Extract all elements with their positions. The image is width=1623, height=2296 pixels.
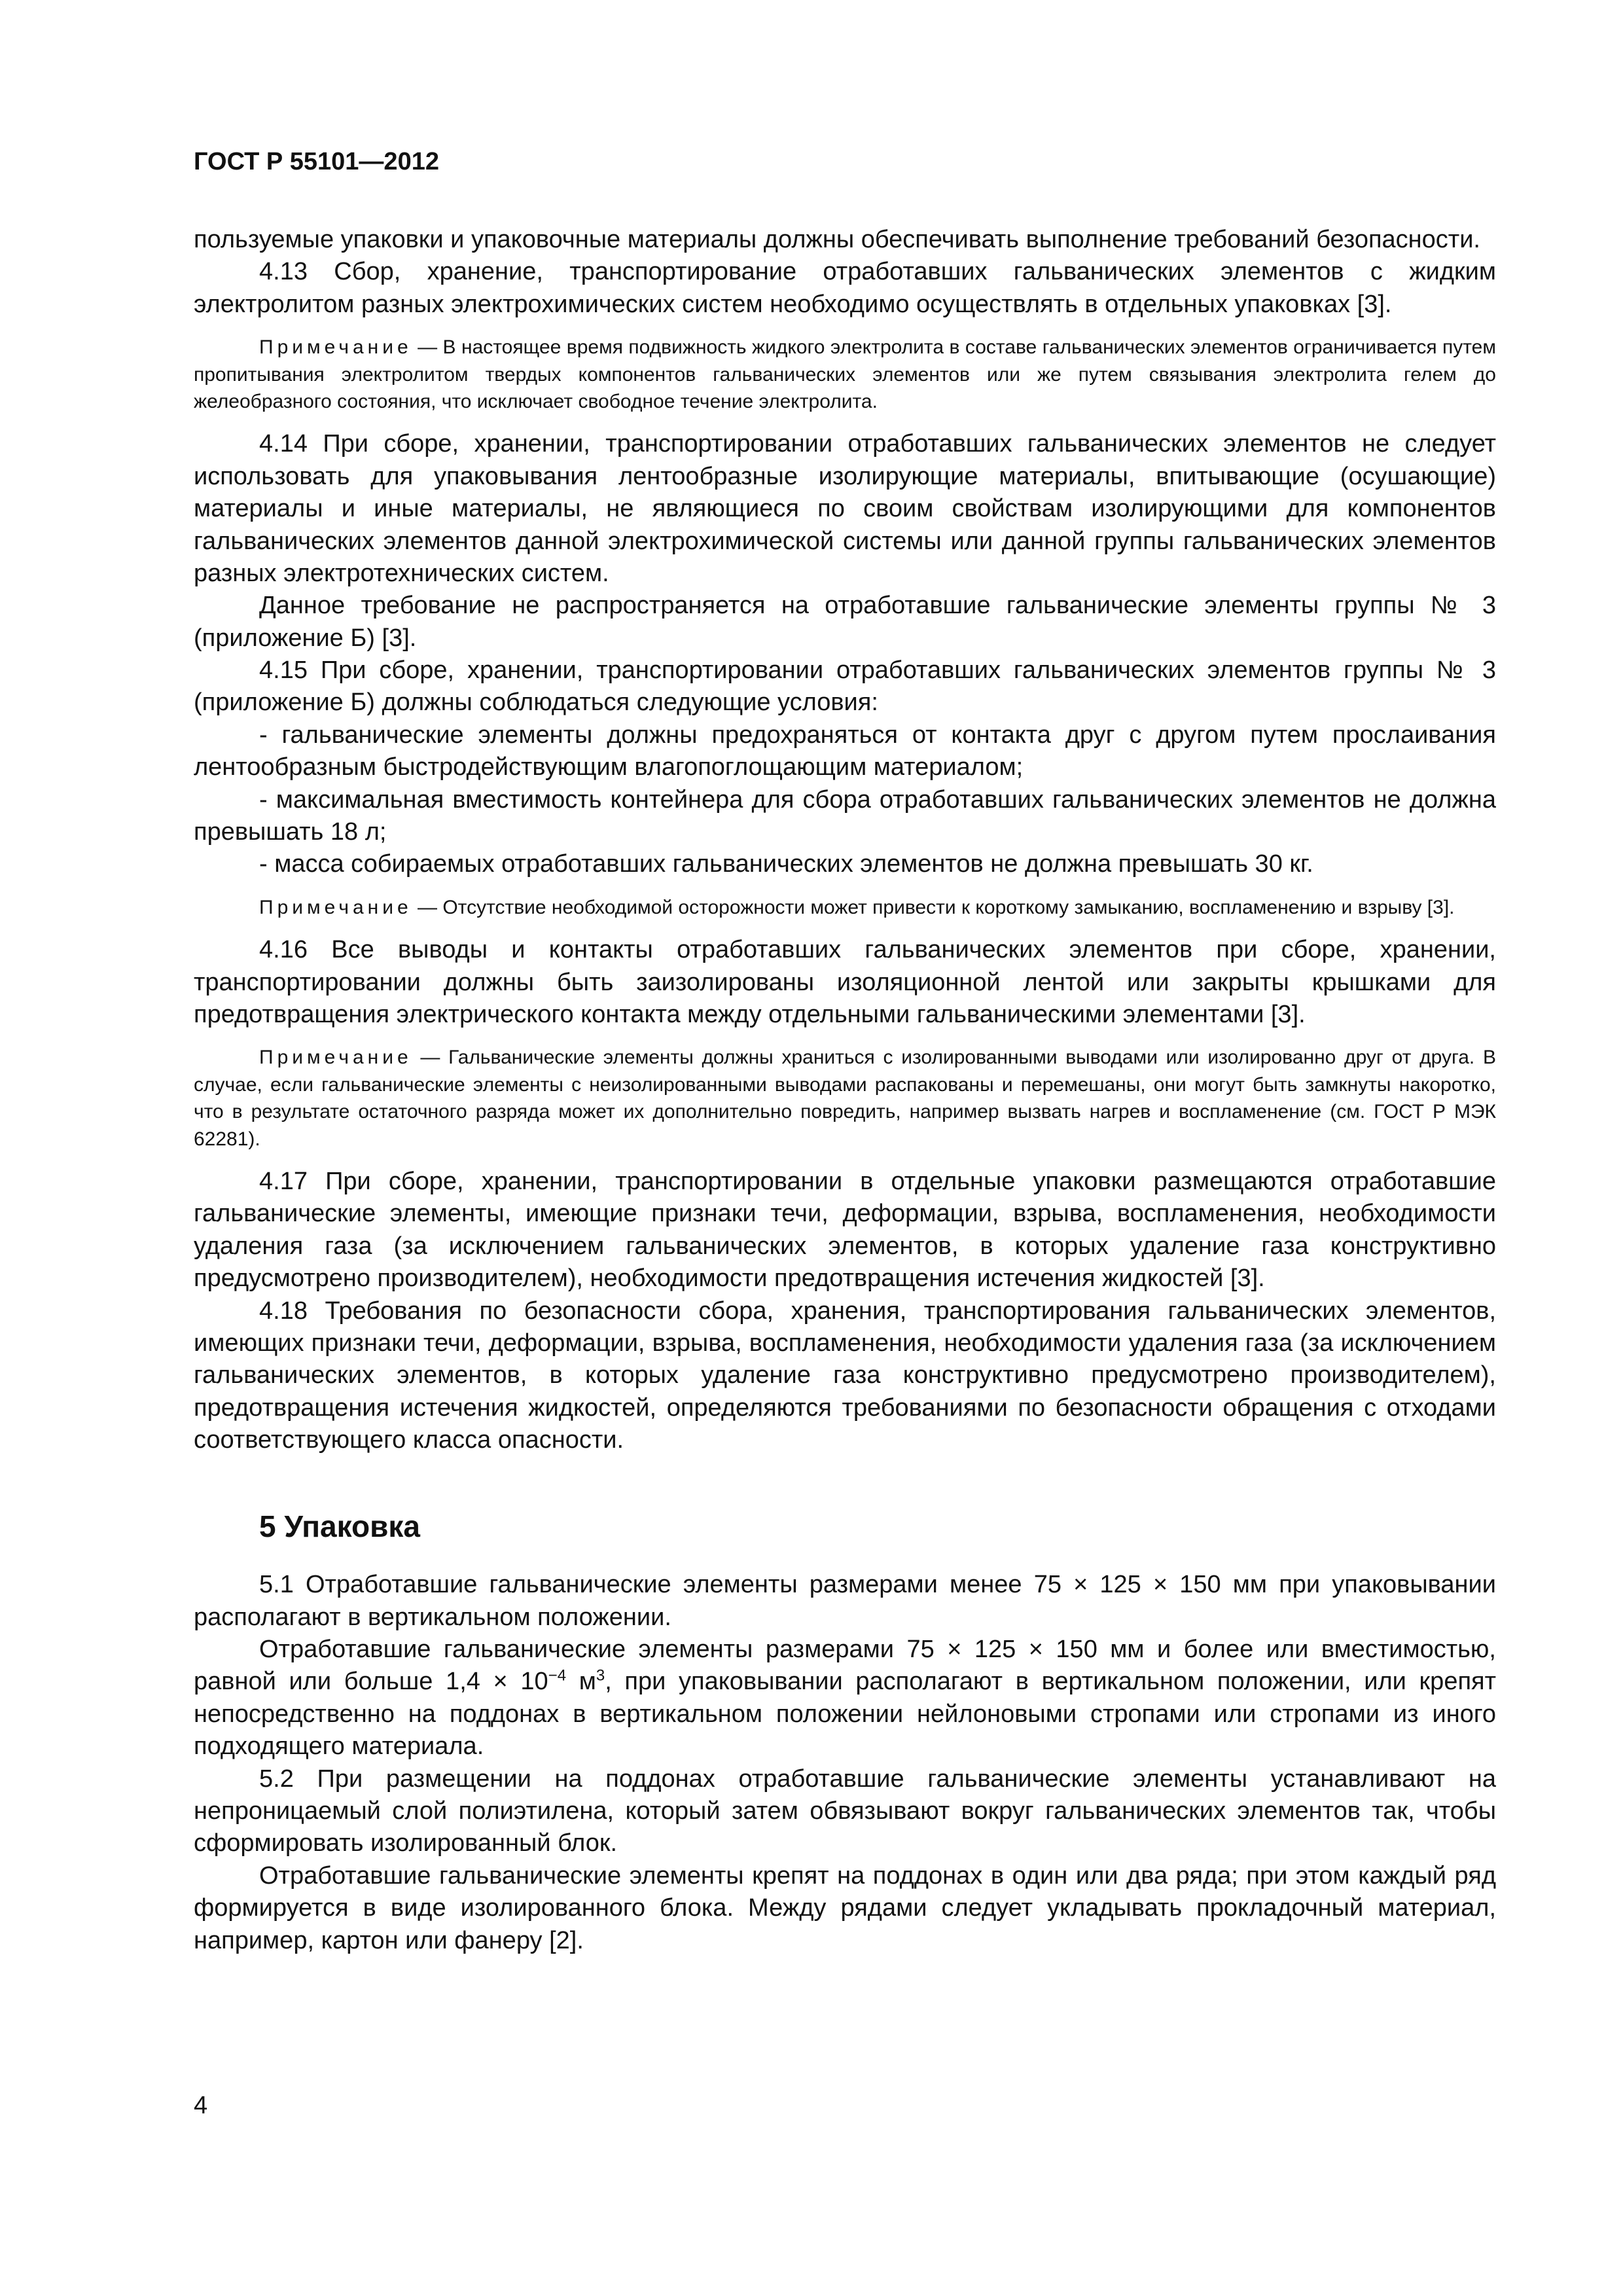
paragraph-4-14: 4.14 При сборе, хранении, транспортировании отработавших гальванических элементов не следует использовать для упаковывания лентообразные изолирующие материалы, впитывающие (осушающие) материалы и иные материалы, не являющиеся по своим свойствам изолирующими для компонентов гальванических элементов данной электрохимической системы или данной группы гальванических элементов разных электротехнических систем.: [194, 430, 1496, 587]
note-3-label: Примечание: [259, 1047, 412, 1069]
list-item: - гальванические элементы должны предохраняться от контакта друг с другом путем прослаивания лентообразным быстродействующим влагопоглощающим материалом;: [194, 721, 1496, 781]
p51b-exponent: −4: [548, 1666, 567, 1685]
paragraph-4-18: 4.18 Требования по безопасности сбора, хранения, транспортирования гальванических элементов, имеющих признаки течи, деформации, взрыва, воспламенения, необходимости удаления газа (за исключением гальванических элементов, в которых удаление газа конструктивно предусмотрено производителем), предотвращения истечения жидкостей, определяются требованиями по безопасности обращения с отходами соответствующего класса опасности.: [194, 1297, 1496, 1454]
paragraph-5-1-b: [194, 1634, 1496, 1763]
p51b-exponent-2: 3: [596, 1666, 605, 1685]
paragraph-4-14-b: Данное требование не распространяется на отработавшие гальванические элементы группы № 3 (приложение Б) [3].: [194, 592, 1496, 652]
paragraph-4-15: 4.15 При сборе, хранении, транспортировании отработавших гальванических элементов группы № 3 (приложение Б) должны соблюдаться следующие условия:: [194, 656, 1496, 717]
note-1-text: — В настоящее время подвижность жидкого электролита в составе гальванических элементов ограничивается путем пропитывания электролитом твердых компонентов гальванических элементов или же путем связывания электролита гелем до желеобразного состояния, что исключает свободное течение электролита.: [194, 336, 1496, 412]
note-2-text: — Отсутствие необходимой осторожности может привести к короткому замыканию, воспламенению и взрыву [3].: [412, 896, 1455, 918]
paragraph-4-16: 4.16 Все выводы и контакты отработавших гальванических элементов при сборе, хранении, транспортировании должны быть заизолированы изоляционной лентой или закрыты крышками для предотвращения электрического контакта между отдельными гальваническими элементами [3].: [194, 936, 1496, 1028]
note-3-text: — Гальванические элементы должны храниться с изолированными выводами или изолированно друг от друга. В случае, если гальванические элементы с неизолированными выводами распакованы и перемешаны, они могут быть замкнуты накоротко, что в результате остаточного разряда может их дополнительно повредить, например вызвать нагрев и воспламенение (см. ГОСТ Р МЭК 62281).: [194, 1047, 1496, 1150]
document-header: ГОСТ Р 55101—2012: [194, 148, 439, 175]
paragraph-5-1: 5.1 Отработавшие гальванические элементы размерами менее 75 × 125 × 150 мм при упаковывании располагают в вертикальном положении.: [194, 1571, 1496, 1631]
document-body: [194, 224, 1496, 1957]
paragraph-5-2: 5.2 При размещении на поддонах отработавшие гальванические элементы устанавливают на непроницаемый слой полиэтилена, который затем обвязывают вокруг гальванических элементов так, чтобы сформировать изолированный блок.: [194, 1765, 1496, 1857]
intro-paragraph: пользуемые упаковки и упаковочные материалы должны обеспечивать выполнение требований безопасности.: [194, 226, 1480, 253]
paragraph-4-13: 4.13 Сбор, хранение, транспортирование отработавших гальванических элементов с жидким электролитом разных электрохимических систем необходимо осуществлять в отдельных упаковках [3].: [194, 258, 1496, 318]
list-item: - масса собираемых отработавших гальванических элементов не должна превышать 30 кг.: [259, 850, 1313, 878]
note-2-label: Примечание: [259, 896, 412, 918]
p51b-post: , при упаковывании располагают в вертикальном положении, или крепят непосредственно на поддонах в вертикальном положении нейлоновыми стропами или стропами из иного подходящего материала.: [194, 1668, 1497, 1761]
section-5-title: 5 Упаковка: [259, 1509, 420, 1544]
note-1-label: Примечание: [259, 336, 412, 359]
p51b-mid: м: [566, 1668, 596, 1696]
list-item: - максимальная вместимость контейнера для сбора отработавших гальванических элементов не должна превышать 18 л;: [194, 785, 1496, 846]
note-1: [194, 334, 1496, 415]
note-2: [194, 894, 1496, 921]
paragraph-4-17: 4.17 При сборе, хранении, транспортировании в отдельные упаковки размещаются отработавшие гальванические элементы, имеющие признаки течи, деформации, взрыва, воспламенения, необходимости удаления газа (за исключением гальванических элементов, в которых удаление газа конструктивно предусмотрено производителем), необходимости предотвращения истечения жидкостей [3].: [194, 1167, 1496, 1293]
list-4-15: [194, 719, 1496, 881]
note-3: [194, 1044, 1496, 1153]
p51b-pre: Отработавшие гальванические элементы размерами 75 × 125 × 150 мм и более или вместимостью, равной или больше 1,4 × 10: [194, 1636, 1496, 1696]
paragraph-5-2-b: Отработавшие гальванические элементы крепят на поддонах в один или два ряда; при этом каждый ряд формируется в виде изолированного блока. Между рядами следует укладывать прокладочный материал, например, картон или фанеру [2].: [194, 1861, 1496, 1954]
page-number: 4: [194, 2092, 208, 2119]
